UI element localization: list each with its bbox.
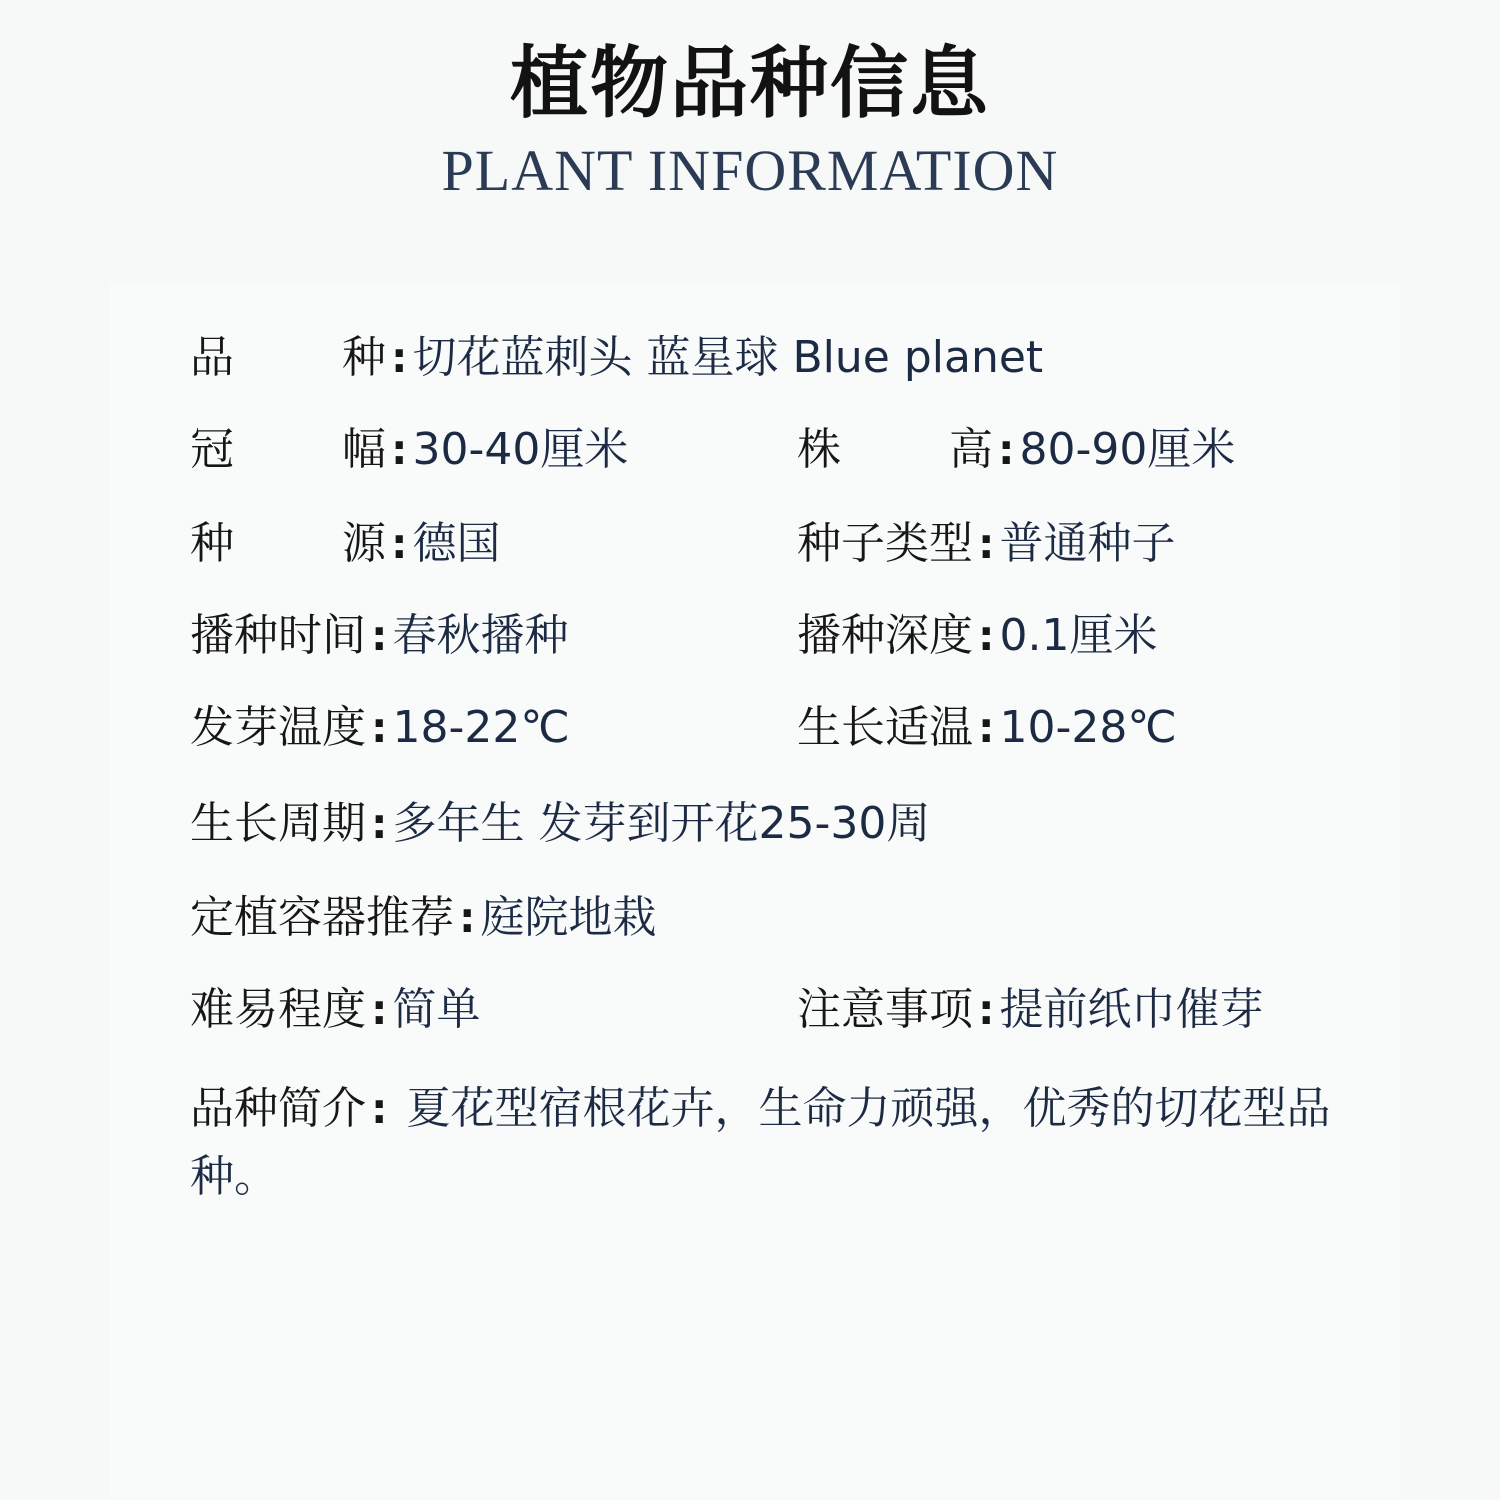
crown-label: 冠 幅 [190,424,386,475]
colon: : [386,518,413,569]
info-row-grow-temp [797,698,1177,758]
cycle-label: 生长周期 [190,798,366,849]
info-row-sow-time [190,606,569,666]
info-row-intro [190,1075,1350,1211]
germ-temp-value: 18-22℃ [392,702,570,753]
container-value: 庭院地栽 [480,892,657,943]
colon: : [366,798,393,849]
variety-label: 品 种 [190,332,386,383]
intro-value: 夏花型宿根花卉，生命力顽强，优秀的切花型品种。 [190,1083,1331,1202]
height-value: 80-90厘米 [1019,424,1236,475]
header [0,0,1500,270]
colon: : [366,1083,393,1134]
sow-depth-label: 播种深度 [797,610,973,661]
colon: : [973,610,1000,661]
colon: : [973,702,1000,753]
info-row-crown [190,420,628,480]
info-row-cycle [190,794,930,854]
info-row-notes [797,980,1264,1040]
crown-value: 30-40厘米 [412,424,629,475]
info-row-container [190,888,657,948]
colon: : [366,610,393,661]
difficulty-value: 简单 [392,984,481,1035]
container-label: 定植容器推荐 [190,892,454,943]
intro-label: 品种简介 [190,1083,366,1134]
height-label: 株 高 [797,424,993,475]
sow-time-value: 春秋播种 [392,610,569,661]
page-title: 植物品种信息 [509,39,990,129]
info-row-difficulty [190,980,481,1040]
variety-value: 切花蓝刺头 蓝星球 Blue planet [412,332,1044,383]
seed-type-label: 种子类型 [797,518,973,569]
colon: : [386,332,413,383]
info-row-sow-depth [797,606,1157,666]
page-subtitle: PLANT INFORMATION [441,138,1059,203]
origin-label: 种 源 [190,518,386,569]
info-row-variety [190,328,1043,388]
info-row-germ-temp [190,698,570,758]
info-row-origin [190,514,501,574]
colon: : [454,892,481,943]
cycle-value: 多年生 发芽到开花25-30周 [392,798,931,849]
difficulty-label: 难易程度 [190,984,366,1035]
colon: : [366,702,393,753]
grow-temp-label: 生长适温 [797,702,973,753]
notes-value: 提前纸巾催芽 [999,984,1264,1035]
origin-value: 德国 [412,518,501,569]
colon: : [386,424,413,475]
colon: : [973,518,1000,569]
sow-time-label: 播种时间 [190,610,366,661]
sow-depth-value: 0.1厘米 [999,610,1158,661]
info-row-seed-type [797,514,1176,574]
germ-temp-label: 发芽温度 [190,702,366,753]
notes-label: 注意事项 [797,984,973,1035]
colon: : [366,984,393,1035]
colon: : [973,984,1000,1035]
colon: : [993,424,1020,475]
seed-type-value: 普通种子 [999,518,1176,569]
grow-temp-value: 10-28℃ [999,702,1177,753]
info-row-height [797,420,1235,480]
